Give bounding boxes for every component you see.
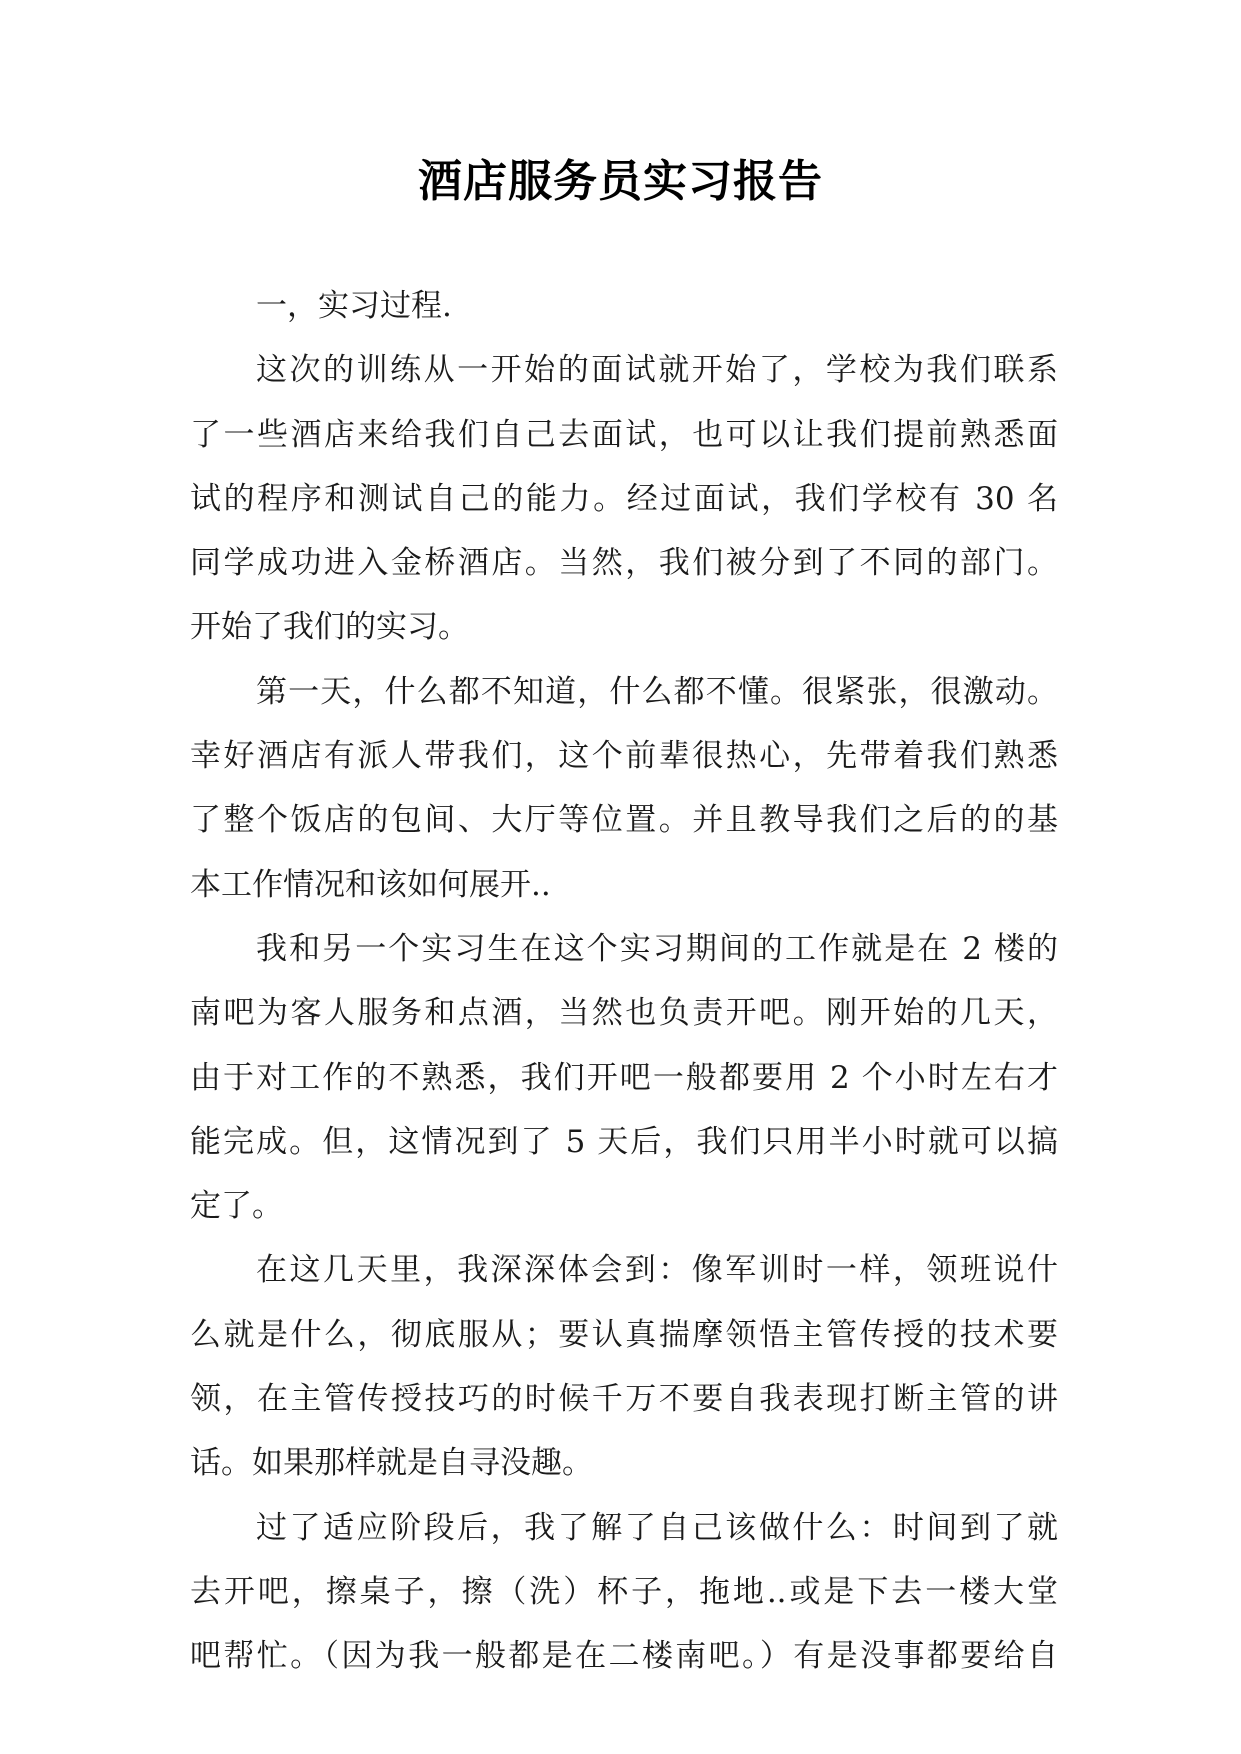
paragraph-line: 过了适应阶段后，我了解了自己该做什么：时间到了就 bbox=[256, 1509, 1058, 1546]
paragraph-line: 话。如果那样就是自寻没趣。 bbox=[190, 1445, 593, 1482]
document-title: 酒店服务员实习报告 bbox=[418, 156, 823, 207]
paragraph-line: 在这几天里，我深深体会到：像军训时一样，领班说什 bbox=[256, 1252, 1058, 1289]
paragraph-line: 了一些酒店来给我们自己去面试，也可以让我们提前熟悉面 bbox=[190, 416, 1058, 453]
document-body bbox=[190, 286, 1058, 1701]
paragraph-line: 我和另一个实习生在这个实习期间的工作就是在 2 楼的 bbox=[256, 930, 1058, 967]
paragraph-line: 么就是什么，彻底服从；要认真揣摩领悟主管传授的技术要 bbox=[190, 1316, 1058, 1353]
paragraph-line: 吧帮忙。（因为我一般都是在二楼南吧。）有是没事都要给自 bbox=[190, 1638, 1058, 1675]
paragraph-line: 能完成。但，这情况到了 5 天后，我们只用半小时就可以搞 bbox=[190, 1123, 1058, 1160]
paragraph-line: 南吧为客人服务和点酒，当然也负责开吧。刚开始的几天， bbox=[190, 995, 1058, 1032]
paragraph-line: 了整个饭店的包间、大厅等位置。并且教导我们之后的的基 bbox=[190, 802, 1058, 839]
paragraph-line: 试的程序和测试自己的能力。经过面试，我们学校有 30 名 bbox=[190, 480, 1058, 517]
section-heading: 一，实习过程. bbox=[256, 288, 452, 324]
paragraph-line: 同学成功进入金桥酒店。当然，我们被分到了不同的部门。 bbox=[190, 545, 1058, 582]
paragraph-line: 本工作情况和该如何展开.. bbox=[190, 866, 551, 903]
paragraph-line: 幸好酒店有派人带我们，这个前辈很热心，先带着我们熟悉 bbox=[190, 738, 1058, 775]
paragraph-line: 由于对工作的不熟悉，我们开吧一般都要用 2 个小时左右才 bbox=[190, 1059, 1058, 1096]
paragraph-line: 这次的训练从一开始的面试就开始了，学校为我们联系 bbox=[256, 352, 1058, 389]
paragraph-line: 去开吧，擦桌子，擦（洗）杯子，拖地..或是下去一楼大堂 bbox=[190, 1573, 1058, 1610]
paragraph-line: 定了。 bbox=[190, 1188, 283, 1225]
paragraph-line: 开始了我们的实习。 bbox=[190, 609, 469, 646]
paragraph-line: 领，在主管传授技巧的时候千万不要自我表现打断主管的讲 bbox=[190, 1381, 1058, 1418]
paragraph-line: 第一天，什么都不知道，什么都不懂。很紧张，很激动。 bbox=[256, 673, 1058, 710]
